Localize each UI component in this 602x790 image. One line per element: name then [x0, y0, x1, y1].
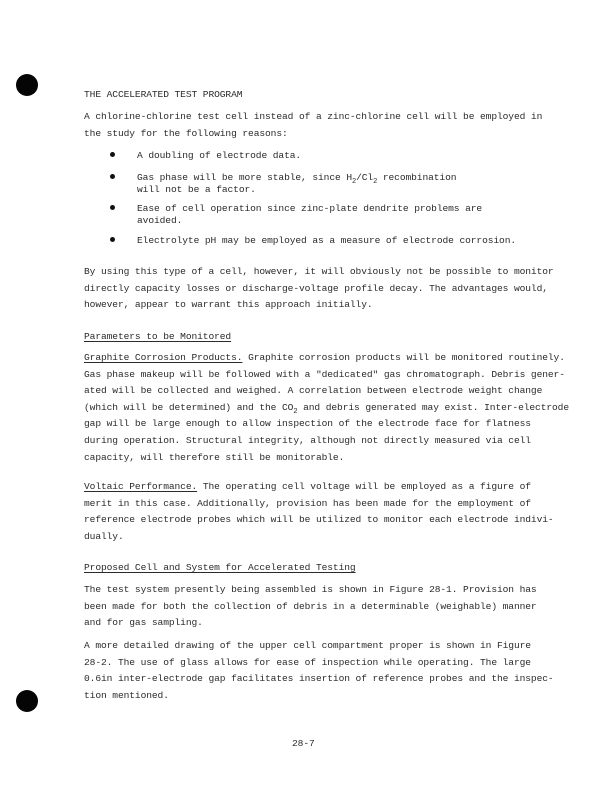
text-line: A more detailed drawing of the upper cell compartment proper is shown in Figure — [84, 640, 531, 651]
bullet-dot — [110, 237, 115, 242]
bullet-dot — [110, 152, 115, 157]
text-line: the study for the following reasons: — [84, 127, 288, 139]
bullet-text: A doubling of electrode data. — [137, 150, 302, 161]
text-line: however, appear to warrant this approach initially. — [84, 299, 373, 311]
text-line: dually. — [84, 530, 124, 542]
text-line: Voltaic Performance. The operating cell voltage will be employed as a figure of — [84, 481, 531, 492]
page-heading: THE ACCELERATED TEST PROGRAM — [84, 89, 243, 100]
binder-hole-top — [16, 74, 38, 96]
system-paragraph — [84, 582, 554, 632]
bullet-text — [137, 172, 456, 195]
text-line: tion mentioned. — [84, 689, 169, 701]
text-line: The test system presently being assembled is shown in Figure 28-1. Provision has — [84, 584, 537, 595]
bullet-text: Electrolyte pH may be employed as a measure of electrode corrosion. — [137, 235, 517, 246]
text-line: 28-2. The use of glass allows for ease of inspection while operating. The large — [84, 656, 531, 668]
text-line: and for gas sampling. — [84, 617, 203, 629]
section-title-parameters: Parameters to be Monitored — [84, 331, 232, 342]
text-line: merit in this case. Additionally, provision has been made for the employment of — [84, 497, 531, 509]
text-line: gap will be large enough to allow inspection of the electrode face for flatness — [84, 418, 531, 430]
text-line: during operation. Structural integrity, although not directly measured via cell — [84, 434, 531, 446]
text-line: Ease of cell operation since zinc-plate dendrite problems are — [137, 203, 483, 214]
graphite-title: Graphite Corrosion Products. — [84, 352, 243, 363]
text-line: ated will be collected and weighed. A correlation between electrode weight change — [84, 385, 543, 397]
text-line: will not be a factor. — [137, 183, 256, 195]
voltaic-title: Voltaic Performance. — [84, 481, 198, 492]
text-line: Gas phase will be more stable, since $H_2/Cl_2$ recombination — [137, 172, 457, 186]
cell-type-paragraph — [84, 264, 554, 314]
graphite-paragraph — [84, 350, 569, 466]
text-line: been made for both the collection of debris in a determinable (weighable) manner — [84, 600, 537, 612]
text-line: reference electrode probes which will be utilized to monitor each electrode indivi- — [84, 514, 554, 526]
voltaic-paragraph — [84, 479, 554, 545]
text-line: Graphite Corrosion Products. Graphite corrosion products will be monitored routinely. — [84, 352, 565, 363]
text-line: By using this type of a cell, however, it will obviously not be possible to monitor — [84, 266, 554, 277]
bullet-text — [137, 203, 482, 226]
bullet-dot — [110, 205, 115, 210]
binder-hole-bottom — [16, 690, 38, 712]
text-line: 0.6in inter-electrode gap facilitates insertion of reference probes and the inspec- — [84, 673, 554, 685]
text-line: (which will be determined) and the $CO_2$ and debris generated may exist. Inter-electrode — [84, 401, 569, 416]
text-line: directly capacity losses or discharge-voltage profile decay. The advantages would, — [84, 282, 548, 294]
bullet-dot — [110, 174, 115, 179]
text-line: Gas phase makeup will be followed with a "dedicated" gas chromatograph. Debris gener- — [84, 368, 565, 380]
page-number: 28-7 — [292, 738, 315, 749]
text-line: avoided. — [137, 214, 183, 226]
drawing-paragraph — [84, 638, 554, 704]
text-line: A chlorine-chlorine test cell instead of a zinc-chlorine cell will be employed in — [84, 111, 543, 122]
section-title-proposed: Proposed Cell and System for Accelerated Testing — [84, 562, 356, 573]
text-line: capacity, will therefore still be monitorable. — [84, 451, 345, 463]
intro-paragraph — [84, 109, 554, 142]
